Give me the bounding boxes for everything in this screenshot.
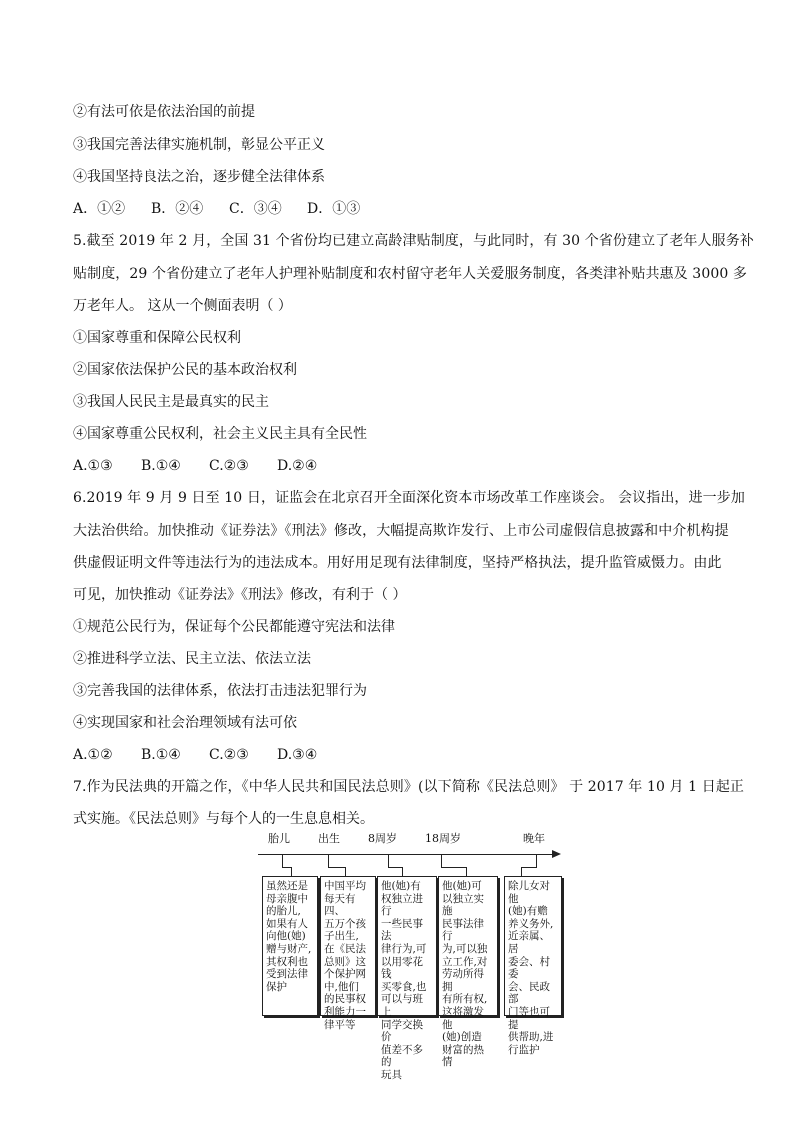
q4-item-2: ②有法可依是依法治国的前提 — [73, 104, 255, 120]
timeline-box-birth — [320, 876, 376, 1031]
life-timeline-figure — [258, 826, 568, 1081]
timeline-label-age-8: 8周岁 — [368, 832, 397, 845]
q7-stem-line-2: 式实施。《民法总则》与每个人的一生息息相关。 — [73, 811, 374, 827]
timeline-box-text: 他(她)有 权独立进行 一些民事法 律行为,可 以用零花钱 买零食,也 可以与班上 同学交换价 值差不多的 玩具 — [381, 880, 427, 1081]
q6-item-1: ①规范公民行为，保证每个公民都能遵守宪法和法律 — [73, 619, 395, 635]
q5-options — [73, 456, 317, 476]
q6-stem-line-1: 6.2019 年 9 月 9 日至 10 日，证监会在北京召开全面深化资本市场改革工作座谈会。 会议指出，进一步加 — [73, 490, 745, 506]
timeline-box-text: 中国平均 每天有四、 五万个孩 子出生, 在《民法 总则》这 个保护网 中,他们 的民事权 利能力一 律平等 — [324, 880, 366, 1031]
timeline-connector — [441, 867, 466, 868]
timeline-tick — [441, 854, 442, 868]
q6-option-d[interactable]: D.③④ — [277, 747, 318, 763]
timeline-box-text: 虽然还是 母亲腹中 的胎儿, 如果有人 向他(她) 赠与财产, 其权利也 受到法律 保护 — [266, 880, 312, 993]
q5-item-1: ①国家尊重和保障公民权利 — [73, 330, 241, 346]
q6-stem-line-2: 大法治供给。加快推动《证券法》《刑法》修改，大幅提高欺诈发行、上市公司虚假信息披露和中介机构提 — [73, 523, 729, 539]
q6-options — [73, 745, 317, 765]
q4-option-b[interactable]: B．②④ — [151, 201, 204, 217]
q5-stem-line-2: 贴制度，29 个省份建立了老年人护理补贴制度和农村留守老年人关爱服务制度，各类津补贴共惠及 3000 多 — [73, 266, 747, 282]
timeline-box-old-age — [504, 876, 562, 1056]
q4-option-a[interactable]: A．①② — [73, 201, 126, 217]
q4-item-3: ③我国完善法律实施机制，彰显公平正义 — [73, 137, 325, 153]
q5-item-3: ③我国人民民主是最真实的民主 — [73, 394, 269, 410]
q4-option-d[interactable]: D．①③ — [307, 201, 361, 217]
timeline-arrow-icon — [552, 850, 561, 858]
q5-option-c[interactable]: C.②③ — [209, 458, 249, 474]
q6-option-a[interactable]: A.①② — [73, 747, 113, 763]
timeline-label-age-18: 18周岁 — [425, 832, 461, 845]
q5-stem-line-1: 5.截至 2019 年 2 月，全国 31 个省份均已建立高龄津贴制度，与此同时，有 30 个省份建立了老年人服务补 — [73, 233, 754, 249]
timeline-connector — [291, 867, 292, 876]
q4-options — [73, 199, 360, 219]
timeline-label-fetus: 胎儿 — [268, 832, 290, 845]
q6-item-4: ④实现国家和社会治理领域有法可依 — [73, 715, 297, 731]
q4-option-c[interactable]: C．③④ — [229, 201, 282, 217]
timeline-connector — [328, 867, 345, 868]
q6-option-c[interactable]: C.②③ — [209, 747, 249, 763]
q6-item-3: ③完善我国的法律体系，依法打击违法犯罪行为 — [73, 683, 367, 699]
q6-item-2: ②推进科学立法、民主立法、依法立法 — [73, 651, 311, 667]
timeline-box-age-8 — [377, 876, 437, 1081]
q6-option-b[interactable]: B.①④ — [141, 747, 181, 763]
timeline-tick — [282, 854, 283, 868]
timeline-connector — [402, 867, 403, 876]
q5-item-2: ②国家依法保护公民的基本政治权利 — [73, 362, 297, 378]
q7-stem-line-1: 7.作为民法典的开篇之作，《中华人民共和国民法总则》(以下简称《民法总则》 于 2017 年 10 月 1 日起正 — [73, 779, 745, 795]
q5-item-4: ④国家尊重公民权利，社会主义民主具有全民性 — [73, 426, 367, 442]
timeline-tick — [388, 854, 389, 868]
q4-item-4: ④我国坚持良法之治，逐步健全法律体系 — [73, 169, 325, 185]
timeline-box-fetus — [262, 876, 318, 1016]
timeline-connector — [466, 867, 467, 876]
q6-stem-line-4: 可见，加快推动《证券法》《刑法》修改，有利于（ ） — [73, 587, 407, 603]
timeline-box-text: 他(她)可 以独立实施 民事法律行 为,可以独 立工作,对 劳动所得拥 有所有权, 这将激发他 (她)创造 财富的热情 — [442, 880, 488, 1069]
timeline-connector — [521, 867, 522, 876]
q5-stem-line-3: 万老年人。 这从一个侧面表明（ ） — [73, 298, 292, 314]
timeline-connector — [345, 867, 346, 876]
timeline-tick — [328, 854, 329, 868]
timeline-tick — [536, 854, 537, 868]
q5-option-d[interactable]: D.②④ — [277, 458, 318, 474]
timeline-box-text: 除儿女对他 (她)有赡 养义务外, 近亲属、居 委会、村委 会、民政部 门等也可提 供帮助,进 行监护 — [508, 880, 554, 1056]
timeline-label-birth: 出生 — [318, 832, 340, 845]
q5-option-a[interactable]: A.①③ — [73, 458, 113, 474]
timeline-axis — [258, 854, 556, 855]
timeline-label-old-age: 晚年 — [523, 832, 545, 845]
timeline-box-age-18 — [438, 876, 498, 1069]
q6-stem-line-3: 供虚假证明文件等违法行为的违法成本。用好用足现有法律制度，坚持严格执法，提升监管威慑力。由此 — [73, 555, 722, 571]
timeline-connector — [282, 867, 291, 868]
q5-option-b[interactable]: B.①④ — [141, 458, 181, 474]
timeline-connector — [388, 867, 402, 868]
timeline-connector — [521, 867, 536, 868]
